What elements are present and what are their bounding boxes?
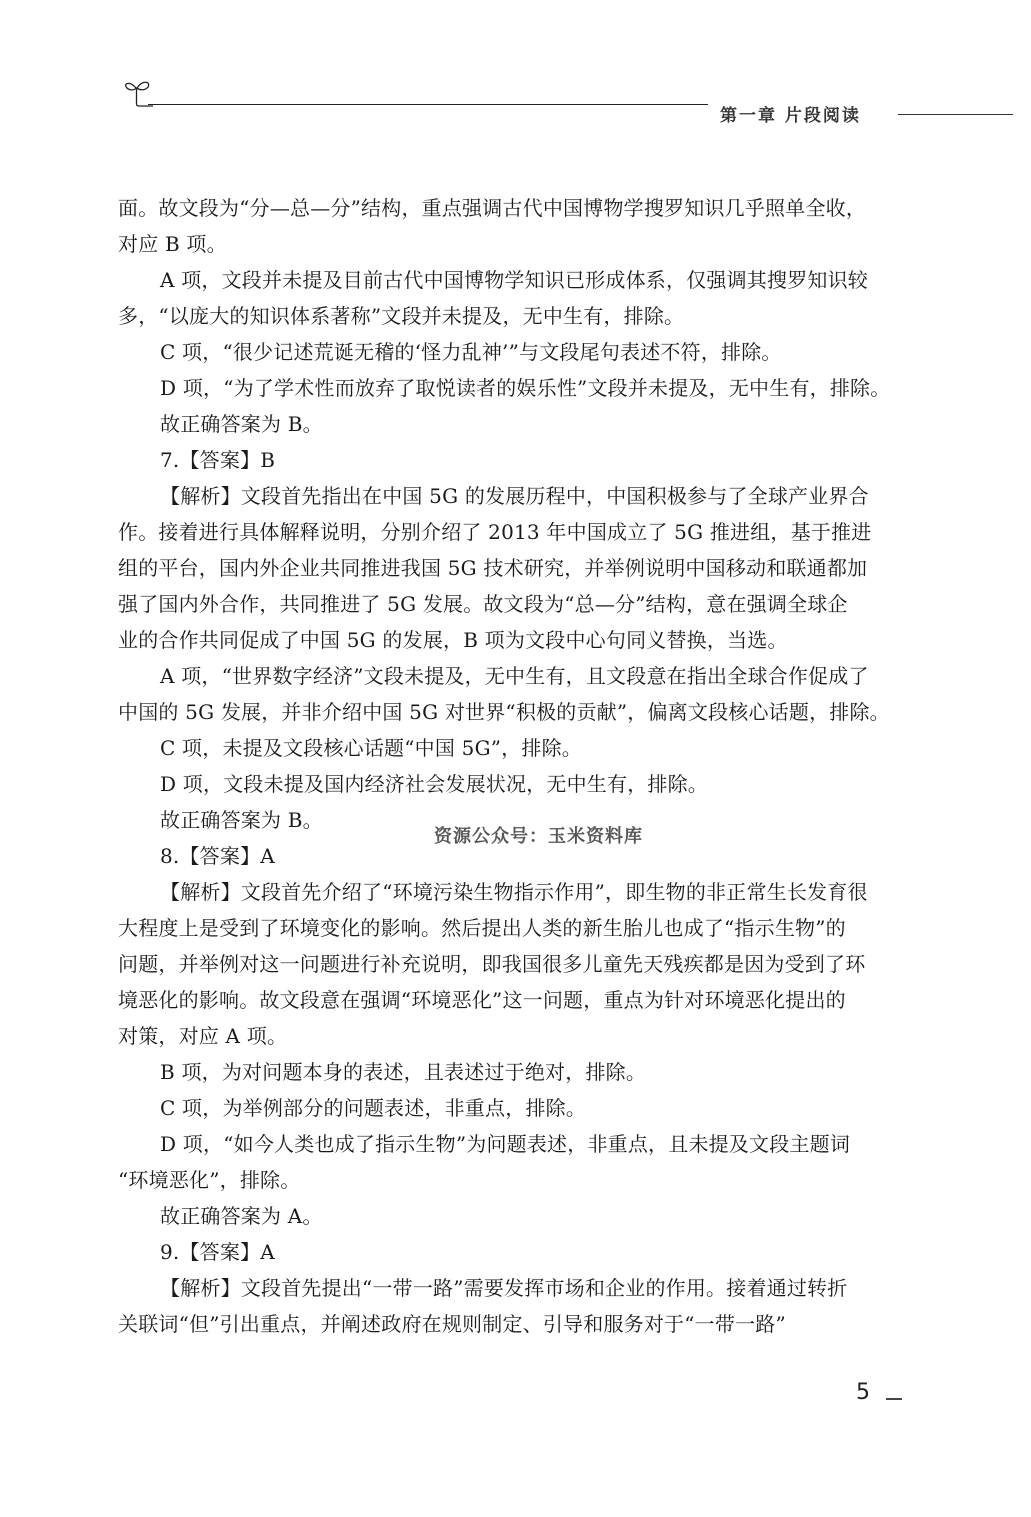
text-line: 中国的 5G 发展，并非介绍中国 5G 对世界“积极的贡献”，偏离文段核心话题，排除。 <box>118 700 890 724</box>
page-header <box>0 0 1031 140</box>
text-line: 【解析】文段首先提出“一带一路”需要发挥市场和企业的作用。接着通过转折 <box>160 1276 848 1300</box>
text-line: C 项，为举例部分的问题表述，非重点，排除。 <box>160 1096 587 1120</box>
chapter-title: 第一章 片段阅读 <box>720 106 861 126</box>
header-rule-right <box>898 114 1013 115</box>
text-line: 强了国内外合作，共同推进了 5G 发展。故文段为“总—分”结构，意在强调全球企 <box>118 592 848 616</box>
text-line: D 项，“如今人类也成了指示生物”为问题表述，非重点，且未提及文段主题词 <box>160 1132 851 1156</box>
text-line: A 项，“世界数字经济”文段未提及，无中生有，且文段意在指出全球合作促成了 <box>160 664 869 688</box>
text-line: 业的合作共同促成了中国 5G 的发展，B 项为文段中心句同义替换，当选。 <box>118 628 788 652</box>
text-line: 故正确答案为 B。 <box>160 412 323 436</box>
text-line: A 项，文段并未提及目前古代中国博物学知识已形成体系，仅强调其搜罗知识较 <box>160 268 869 292</box>
text-line: B 项，为对问题本身的表述，且表述过于绝对，排除。 <box>160 1060 647 1084</box>
text-line: 对应 B 项。 <box>118 232 227 256</box>
text-line: 【解析】文段首先指出在中国 5G 的发展历程中，中国积极参与了全球产业界合 <box>160 484 869 508</box>
header-rule <box>148 104 708 105</box>
text-line: 9.【答案】A <box>160 1240 275 1264</box>
text-line: 故正确答案为 A。 <box>160 1204 323 1228</box>
text-line: 8.【答案】A <box>160 844 275 868</box>
page-number: 5 <box>856 1380 870 1405</box>
watermark: 资源公众号：玉米资料库 <box>434 826 643 847</box>
scan-mark <box>886 1398 902 1400</box>
text-line: 多，“以庞大的知识体系著称”文段并未提及，无中生有，排除。 <box>118 304 685 328</box>
text-line: 7.【答案】B <box>160 448 276 472</box>
page-body <box>118 190 891 1342</box>
text-line: 作。接着进行具体解释说明，分别介绍了 2013 年中国成立了 5G 推进组，基于推进 <box>118 520 872 544</box>
text-line: D 项，文段未提及国内经济社会发展状况，无中生有，排除。 <box>160 772 708 796</box>
text-line: 境恶化的影响。故文段意在强调“环境恶化”这一问题，重点为针对环境恶化提出的 <box>118 988 846 1012</box>
text-line: 组的平台，国内外企业共同推进我国 5G 技术研究，并举例说明中国移动和联通都加 <box>118 556 868 580</box>
text-line: 问题，并举例对这一问题进行补充说明，即我国很多儿童先天残疾都是因为受到了环 <box>118 952 866 976</box>
text-line: D 项，“为了学术性而放弃了取悦读者的娱乐性”文段并未提及，无中生有，排除。 <box>160 376 891 400</box>
text-line: C 项，未提及文段核心话题“中国 5G”，排除。 <box>160 736 582 760</box>
text-line: “环境恶化”，排除。 <box>118 1168 301 1192</box>
text-line: 大程度上是受到了环境变化的影响。然后提出人类的新生胎儿也成了“指示生物”的 <box>118 916 846 940</box>
text-line: 【解析】文段首先介绍了“环境污染生物指示作用”，即生物的非正常生长发育很 <box>160 880 868 904</box>
text-line: 关联词“但”引出重点，并阐述政府在规则制定、引导和服务对于“一带一路” <box>118 1312 786 1336</box>
text-line: 故正确答案为 B。 <box>160 808 323 832</box>
text-line: C 项，“很少记述荒诞无稽的‘怪力乱神’”与文段尾句表述不符，排除。 <box>160 340 782 364</box>
text-line: 面。故文段为“分—总—分”结构，重点强调古代中国博物学搜罗知识几乎照单全收， <box>118 196 867 220</box>
text-line: 对策，对应 A 项。 <box>118 1024 288 1048</box>
